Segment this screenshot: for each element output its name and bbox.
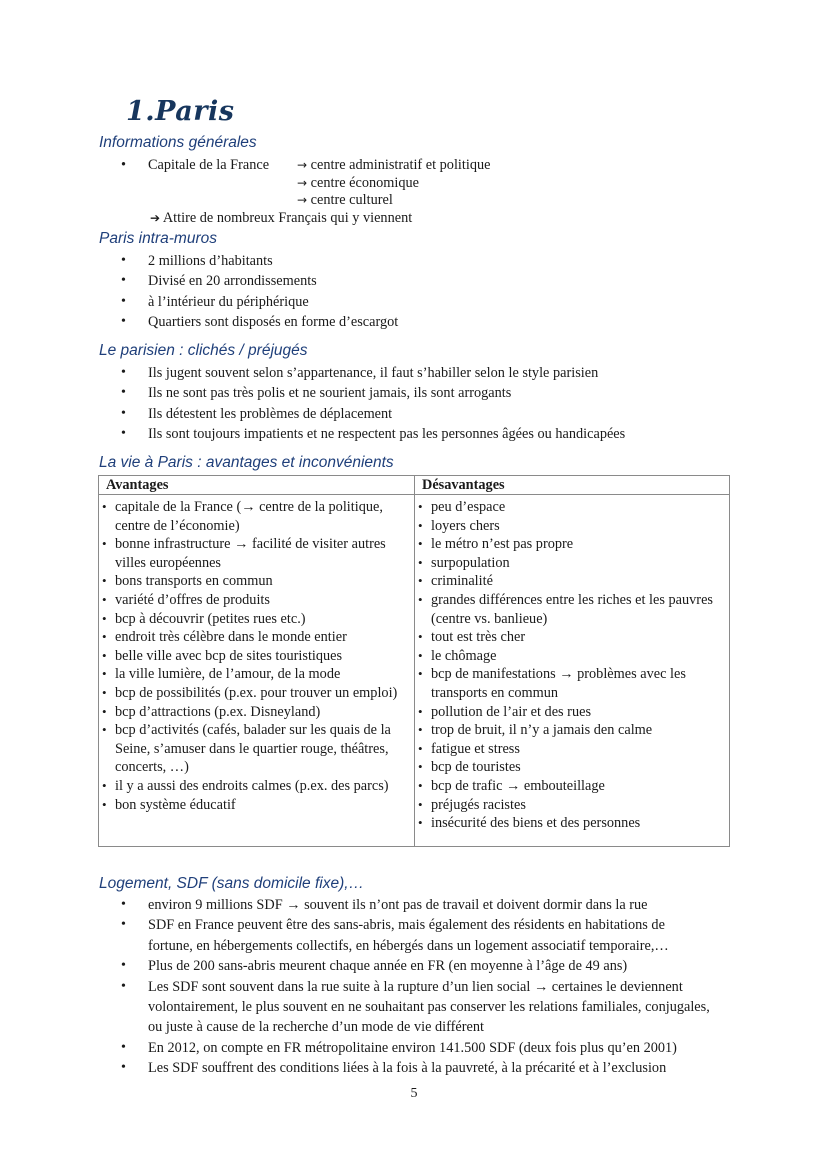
pros-cons-table (98, 475, 730, 847)
arrow-right-icon: → (297, 176, 308, 190)
table-list-item: • trop de bruit, il n’y a jamais den calme (415, 721, 721, 740)
list-item: • SDF en France peuvent être des sans-abris, mais également des résidents en habitations de fortune, en hébergements collectifs, en hébergés dans un logement associatif temporaire,… (121, 915, 711, 956)
heading-le-parisien: Le parisien : clichés / préjugés (99, 342, 308, 359)
table-list-item: • bons transports en commun (99, 572, 408, 591)
heading-logement-sdf: Logement, SDF (sans domicile fixe),… (99, 875, 365, 892)
table-list-item: • bcp à découvrir (petites rues etc.) (99, 610, 408, 629)
table-list-item: • surpopulation (415, 554, 721, 573)
table-list-item: • bcp de trafic → embouteillage (415, 777, 721, 796)
info-bullet: • Capitale de la France (121, 157, 270, 173)
table-list-item: • endroit très célèbre dans le monde entier (99, 628, 408, 647)
info-bullet-label: Capitale de la France (148, 157, 270, 173)
table-list-item: • tout est très cher (415, 628, 721, 647)
sdf-list (121, 895, 711, 1079)
list-item: • Les SDF souffrent des conditions liées à la fois à la pauvreté, à la précarité et à l’exclusion (121, 1058, 711, 1078)
heading-paris-intra-muros: Paris intra-muros (99, 230, 217, 247)
table-list-item: • loyers chers (415, 517, 721, 536)
info-conclusion: ➔ Attire de nombreux Français qui y viennent (150, 210, 413, 226)
list-item: • Ils jugent souvent selon s’appartenance, il faut s’habiller selon le style parisien (121, 363, 721, 383)
list-item: • Divisé en 20 arrondissements (121, 271, 721, 291)
table-list-item: • le métro n’est pas propre (415, 535, 721, 554)
table-list-item: • variété d’offres de produits (99, 591, 408, 610)
table-list-item: • bcp de touristes (415, 758, 721, 777)
table-list-item: • grandes différences entre les riches et les pauvres (centre vs. banlieue) (415, 591, 721, 628)
list-item: • Ils sont toujours impatients et ne respectent pas les personnes âgées ou handicapées (121, 424, 721, 444)
page-number: 5 (410, 1086, 418, 1101)
table-list-item: • préjugés racistes (415, 796, 721, 815)
list-item: • En 2012, on compte en FR métropolitaine environ 141.500 SDF (deux fois plus qu’en 2001) (121, 1038, 711, 1058)
table-list-item: • la ville lumière, de l’amour, de la mode (99, 665, 408, 684)
list-item: • Les SDF sont souvent dans la rue suite à la rupture d’un lien social → certaines le deviennent volontairement, le plus souvent en ne souhaitant pas conserver les relations familiales, conjugales, ou juste à cause de la recherche d’un mode de vie différent (121, 977, 711, 1038)
column-header-avantages: Avantages (99, 476, 414, 495)
desavantages-list (415, 495, 721, 833)
bold-arrow-icon: ➔ (150, 211, 161, 225)
table-list-item: • belle ville avec bcp de sites touristiques (99, 647, 408, 666)
list-item: • Ils ne sont pas très polis et ne sourient jamais, ils sont arrogants (121, 383, 721, 403)
list-item: • 2 millions d’habitants (121, 251, 721, 271)
arrow-right-icon: → (297, 158, 308, 172)
info-arrow-item: → centre économique (297, 175, 420, 191)
table-list-item: • peu d’espace (415, 498, 721, 517)
column-header-desavantages: Désavantages (415, 476, 729, 495)
table-list-item: • criminalité (415, 572, 721, 591)
cliches-list (121, 363, 721, 445)
table-list-item: • bcp d’attractions (p.ex. Disneyland) (99, 703, 408, 722)
avantages-list (99, 495, 408, 814)
list-item: • à l’intérieur du périphérique (121, 292, 721, 312)
table-list-item: • capitale de la France (→ centre de la politique, centre de l’économie) (99, 498, 408, 535)
heading-la-vie-a-paris: La vie à Paris : avantages et inconvénients (99, 454, 394, 471)
info-arrow-item: → centre administratif et politique (297, 157, 491, 173)
list-item: • Plus de 200 sans-abris meurent chaque année en FR (en moyenne à l’âge de 49 ans) (121, 956, 711, 976)
table-list-item: • il y a aussi des endroits calmes (p.ex. des parcs) (99, 777, 408, 796)
table-list-item: • bcp d’activités (cafés, balader sur les quais de la Seine, s’amuser dans le quartier rouge, théâtres, concerts, …) (99, 721, 408, 777)
list-item: • Ils détestent les problèmes de déplacement (121, 404, 721, 424)
heading-informations-generales: Informations générales (99, 134, 257, 151)
arrow-right-icon: → (297, 193, 308, 207)
table-list-item: • pollution de l’air et des rues (415, 703, 721, 722)
table-list-item: • bon système éducatif (99, 796, 408, 815)
table-list-item: • bonne infrastructure → facilité de visiter autres villes européennes (99, 535, 408, 572)
page-title: 1.Paris (126, 96, 235, 127)
list-item: • Quartiers sont disposés en forme d’escargot (121, 312, 721, 332)
desavantages-column (415, 495, 729, 846)
table-list-item: • bcp de manifestations → problèmes avec les transports en commun (415, 665, 721, 702)
table-list-item: • bcp de possibilités (p.ex. pour trouver un emploi) (99, 684, 408, 703)
table-list-item: • fatigue et stress (415, 740, 721, 759)
list-item: • environ 9 millions SDF → souvent ils n’ont pas de travail et doivent dormir dans la rue (121, 895, 711, 915)
table-list-item: • le chômage (415, 647, 721, 666)
avantages-column (99, 495, 414, 846)
info-arrow-item: → centre culturel (297, 192, 393, 208)
intramuros-list (121, 251, 721, 333)
table-list-item: • insécurité des biens et des personnes (415, 814, 721, 833)
